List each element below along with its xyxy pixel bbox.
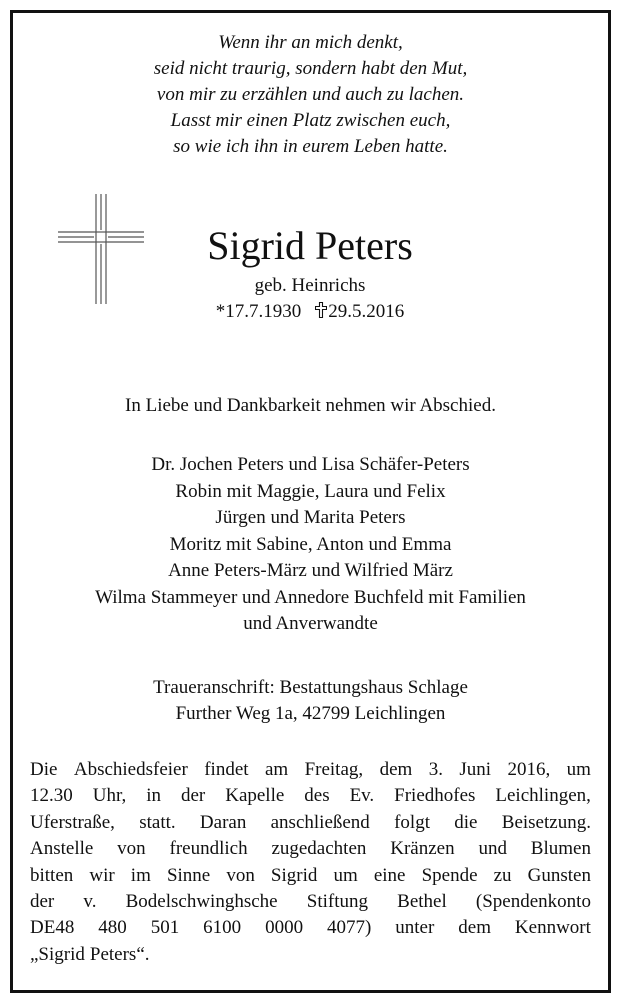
- poem-line: Wenn ihr an mich denkt,: [218, 32, 403, 53]
- ceremony-line: „Sigrid Peters“.: [30, 943, 150, 965]
- mourner-line: Anne Peters-März und Wilfried März: [168, 560, 453, 581]
- ceremony-line: Uferstraße, statt. Daran anschließend folgt die Beisetzung.: [30, 811, 591, 833]
- ceremony-line: DE48 480 501 6100 0000 4077) unter dem Kennwort: [30, 917, 591, 939]
- death-date: 29.5.2016: [328, 301, 405, 322]
- cross-death-icon: [315, 302, 327, 318]
- poem: [0, 30, 621, 160]
- address-line: Traueranschrift: Bestattungshaus Schlage: [153, 677, 468, 698]
- ceremony-paragraph: [30, 757, 591, 968]
- ceremony-line: 12.30 Uhr, in der Kapelle des Ev. Friedhofes Leichlingen,: [30, 785, 591, 807]
- mourner-line: Jürgen und Marita Peters: [215, 507, 406, 528]
- farewell-line: In Liebe und Dankbarkeit nehmen wir Abschied.: [125, 395, 496, 416]
- life-dates: [140, 300, 480, 324]
- cross-icon: [58, 194, 144, 304]
- mourner-line: Moritz mit Sabine, Anton und Emma: [169, 533, 452, 555]
- birth-date: *17.7.1930: [215, 301, 302, 322]
- poem-line: so wie ich ihn in eurem Leben hatte.: [173, 136, 448, 157]
- mourning-address: [0, 675, 621, 727]
- deceased-name: Sigrid Peters: [207, 223, 413, 268]
- mourner-line: Dr. Jochen Peters und Lisa Schäfer-Peters: [151, 454, 470, 475]
- ceremony-line: der v. Bodelschwinghsche Stiftung Bethel (Spendenkonto: [30, 890, 591, 912]
- mourner-line: und Anverwandte: [243, 613, 378, 634]
- mourners-list: [0, 452, 621, 638]
- mourner-line: Robin mit Maggie, Laura und Felix: [175, 480, 446, 502]
- maiden-name: geb. Heinrichs: [254, 275, 366, 296]
- ceremony-line: bitten wir im Sinne von Sigrid um eine Spende zu Gunsten: [30, 864, 591, 886]
- mourner-line: Wilma Stammeyer und Annedore Buchfeld mit Familien: [95, 586, 526, 608]
- poem-line: von mir zu erzählen und auch zu lachen.: [156, 84, 465, 105]
- ceremony-line: Die Abschiedsfeier findet am Freitag, dem 3. Juni 2016, um: [30, 759, 591, 780]
- ceremony-line: Anstelle von freundlich zugedachten Kränzen und Blumen: [30, 838, 591, 860]
- poem-line: seid nicht traurig, sondern habt den Mut,: [153, 58, 468, 79]
- address-line: Further Weg 1a, 42799 Leichlingen: [175, 703, 446, 724]
- poem-line: Lasst mir einen Platz zwischen euch,: [170, 110, 451, 131]
